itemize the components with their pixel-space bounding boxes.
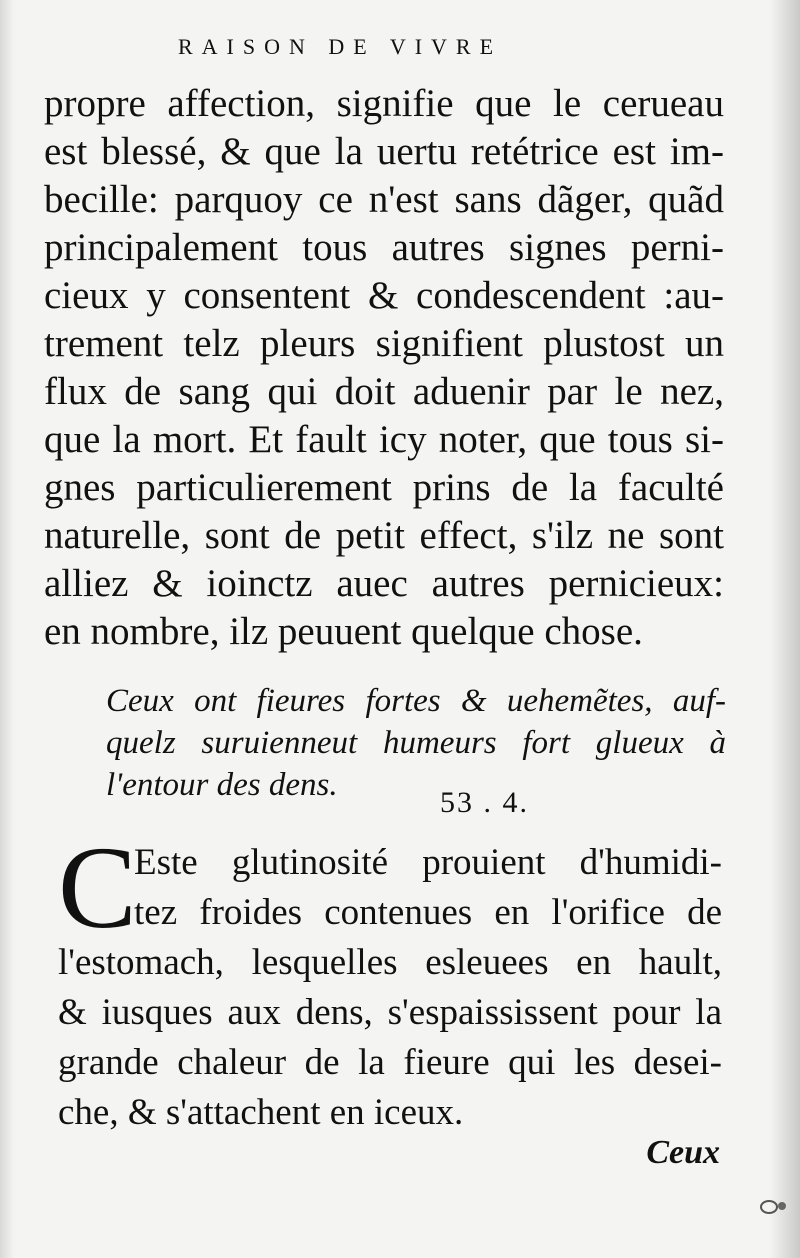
aphorism-line: quelz suruienneut humeurs fort glueux à xyxy=(106,725,726,761)
text-line: che, & s'attachent en iceux. xyxy=(58,1092,464,1133)
running-title: RAISON DE VIVRE xyxy=(178,34,503,59)
page-edge-right xyxy=(770,0,800,1258)
aphorism-line: Ceux ont fieures fortes & uehemẽtes, auf- xyxy=(106,683,726,719)
text-line: alliez & ioinctz auec autres pernicieux: xyxy=(44,562,724,605)
text-line: naturelle, sont de petit effect, s'ilz ne sont xyxy=(44,514,724,557)
aphorism-reference: 53 . 4. xyxy=(440,786,529,819)
paragraph-2 xyxy=(58,822,722,1138)
text-line: cieux y consentent & condescendent :au- xyxy=(44,274,724,317)
ink-spot xyxy=(778,1202,786,1210)
text-line: trement telz pleurs signifient plustost un xyxy=(44,322,724,365)
text-line: grande chaleur de la fieure qui les desei- xyxy=(58,1042,722,1083)
text-line: & iusques aux dens, s'espaississent pour la xyxy=(58,992,722,1033)
text-line: flux de sang qui doit aduenir par le nez, xyxy=(44,370,724,413)
text-line: principalement tous autres signes perni- xyxy=(44,226,724,269)
ink-spot xyxy=(760,1200,778,1214)
text-line: est blessé, & que la uertu retétrice est im- xyxy=(44,130,724,173)
drop-cap: C xyxy=(58,822,137,953)
paragraph-1 xyxy=(44,80,724,656)
text-line: becille: parquoy ce n'est sans dãger, quãd xyxy=(44,178,724,221)
catchword: Ceux xyxy=(646,1134,720,1171)
text-line: Este glutinosité prouient d'humidi- xyxy=(134,842,722,883)
text-line: gnes particulierement prins de la faculté xyxy=(44,466,724,509)
text-line: en nombre, ilz peuuent quelque chose. xyxy=(44,610,643,653)
text-line: que la mort. Et fault icy noter, que tous si- xyxy=(44,418,724,461)
text-line: tez froides contenues en l'orifice de xyxy=(134,892,722,933)
text-line: propre affection, signifie que le cerueau xyxy=(44,82,724,125)
aphorism-line: l'entour des dens. xyxy=(106,767,338,803)
text-line: l'estomach, lesquelles esleuees en hault, xyxy=(58,942,722,983)
aphorism-heading xyxy=(106,680,726,806)
page-edge-left xyxy=(0,0,14,1258)
